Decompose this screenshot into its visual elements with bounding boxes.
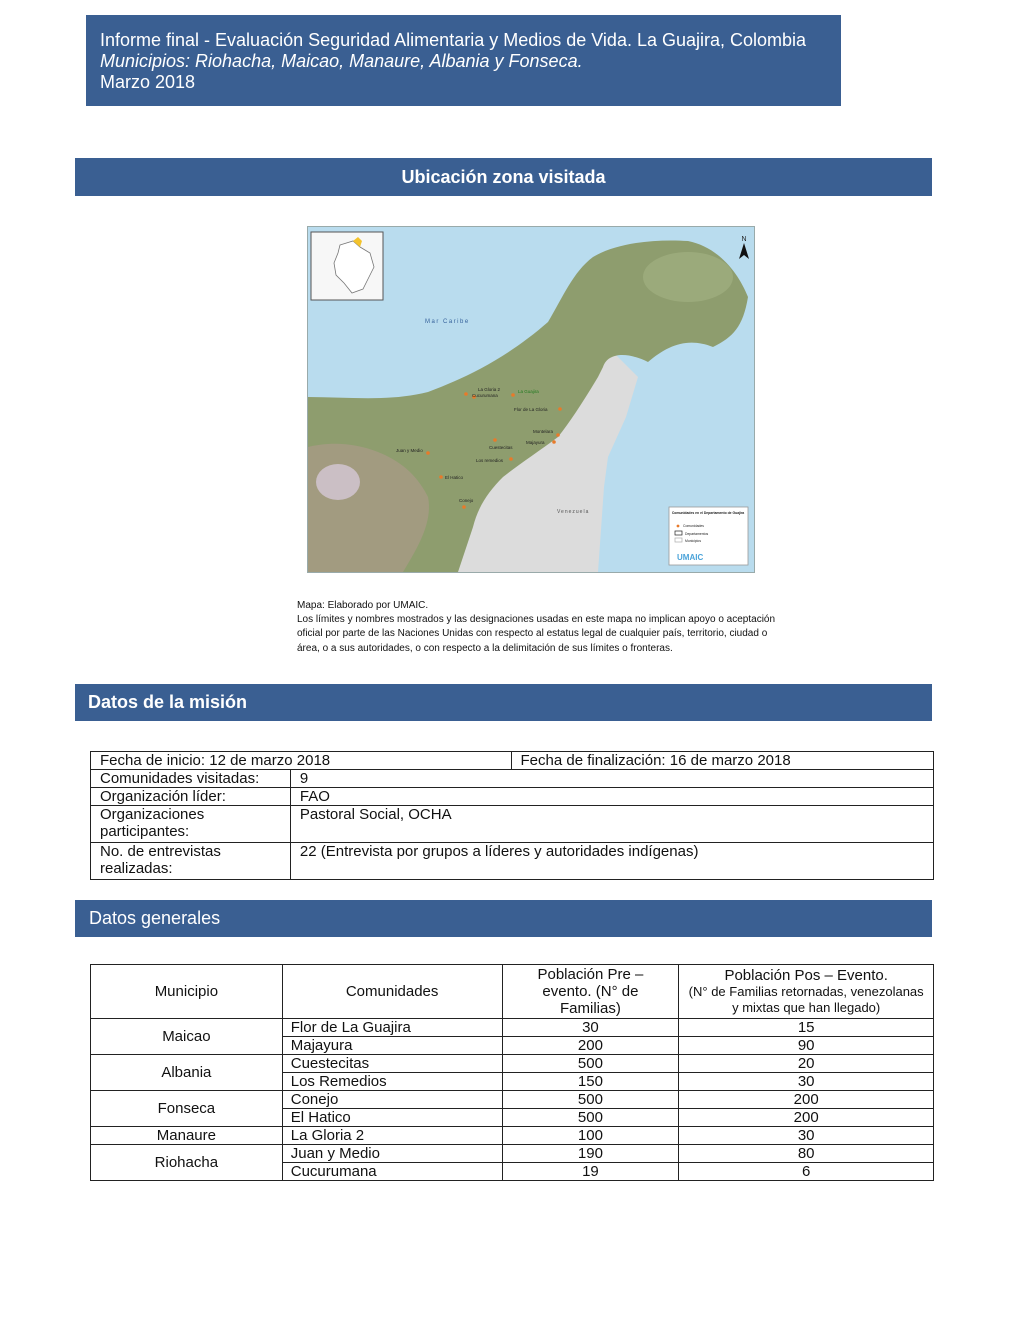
mission-row-value: 9 xyxy=(290,770,933,788)
marker-hatico xyxy=(439,475,443,479)
marker-label-guajira: La Guajira xyxy=(518,389,539,394)
comunidad-cell: Cucurumana xyxy=(282,1163,502,1181)
country-label: Venezuela xyxy=(557,509,590,515)
comunidad-cell: Flor de La Guajira xyxy=(282,1019,502,1037)
marker-flor xyxy=(558,407,562,411)
mission-row-label: Comunidades visitadas: xyxy=(91,770,291,788)
table-row xyxy=(91,1127,934,1145)
pos-cell: 20 xyxy=(679,1055,934,1073)
header-pre-event: Población Pre – evento. (N° de Familias) xyxy=(502,965,679,1019)
map-graphic xyxy=(308,227,754,572)
header-post-event-title: Población Pos – Evento. xyxy=(724,967,888,984)
mission-row-label: No. de entrevistas realizadas: xyxy=(91,843,291,880)
comunidad-cell: Conejo xyxy=(282,1091,502,1109)
marker-cuestecitas xyxy=(493,438,497,442)
location-section-title: Ubicación zona visitada xyxy=(75,158,932,196)
table-header-row xyxy=(91,965,934,1019)
report-date: Marzo 2018 xyxy=(100,72,196,92)
header-post-event xyxy=(679,965,934,1019)
pre-cell: 190 xyxy=(502,1145,679,1163)
marker-label-flor: Flor de La Gloria xyxy=(514,407,548,412)
mission-row-label: Organizaciones participantes: xyxy=(91,806,291,843)
umaic-logo: UMAIC xyxy=(677,553,704,562)
table-row xyxy=(91,1145,934,1163)
map-caption-source: Mapa: Elaborado por UMAIC. xyxy=(297,600,429,611)
general-section-title: Datos generales xyxy=(75,900,932,937)
marker-label-remedios: Los remedios xyxy=(476,458,504,463)
pos-cell: 200 xyxy=(679,1109,934,1127)
pre-cell: 500 xyxy=(502,1055,679,1073)
marker-conejo xyxy=(462,505,466,509)
legend-community-icon xyxy=(677,525,680,528)
pos-cell: 30 xyxy=(679,1127,934,1145)
comunidad-cell: La Gloria 2 xyxy=(282,1127,502,1145)
mission-row xyxy=(91,788,934,806)
legend-item-municipalities: Municipios xyxy=(685,539,702,543)
table-row xyxy=(91,1019,934,1037)
municipio-cell: Albania xyxy=(91,1055,283,1091)
table-row xyxy=(91,1091,934,1109)
marker-label-conejo: Conejo xyxy=(459,498,474,503)
pre-cell: 19 xyxy=(502,1163,679,1181)
mission-end-date: Fecha de finalización: 16 de marzo 2018 xyxy=(511,752,933,770)
comunidad-cell: Los Remedios xyxy=(282,1073,502,1091)
comunidad-cell: El Hatico xyxy=(282,1109,502,1127)
mission-row-value: FAO xyxy=(290,788,933,806)
comunidad-cell: Majayura xyxy=(282,1037,502,1055)
comunidad-cell: Juan y Medio xyxy=(282,1145,502,1163)
pos-cell: 15 xyxy=(679,1019,934,1037)
marker-guajira xyxy=(511,393,515,397)
marker-label-la-gloria: La Gloria 2 xyxy=(478,387,501,392)
legend-title: Comunidades en el Departamento de Guajira xyxy=(671,511,745,515)
map-legend xyxy=(669,507,748,565)
pre-cell: 200 xyxy=(502,1037,679,1055)
marker-montelara xyxy=(556,433,560,437)
municipio-cell: Manaure xyxy=(91,1127,283,1145)
map-caption xyxy=(297,599,777,656)
location-map xyxy=(307,226,755,573)
report-header xyxy=(86,15,841,106)
mission-row xyxy=(91,806,934,843)
marker-label-cucurumana: Cucurumana xyxy=(472,393,498,398)
report-title: Informe final - Evaluación Seguridad Alimentaria y Medios de Vida. La Guajira, Colombia xyxy=(100,30,807,50)
general-data-table xyxy=(90,964,934,1181)
north-label: N xyxy=(741,236,747,243)
legend-item-communities: Comunidades xyxy=(683,524,704,528)
municipio-cell: Maicao xyxy=(91,1019,283,1055)
pos-cell: 200 xyxy=(679,1091,934,1109)
report-municipalities: Municipios: Riohacha, Maicao, Manaure, Albania y Fonseca. xyxy=(100,51,583,71)
northern-hills xyxy=(643,252,733,302)
pos-cell: 6 xyxy=(679,1163,934,1181)
mission-dates-row xyxy=(91,752,934,770)
header-post-event-detail: (N° de Familias retornadas, venezolanas y mixtas que han llegado) xyxy=(688,984,924,1015)
mission-row-value: Pastoral Social, OCHA xyxy=(290,806,933,843)
mission-start-date: Fecha de inicio: 12 de marzo 2018 xyxy=(91,752,512,770)
marker-label-montelara: Montelara xyxy=(533,429,554,434)
municipio-cell: Fonseca xyxy=(91,1091,283,1127)
mission-section-title: Datos de la misión xyxy=(75,684,932,721)
marker-remedios xyxy=(509,457,513,461)
marker-la-gloria xyxy=(464,392,468,396)
pos-cell: 30 xyxy=(679,1073,934,1091)
table-row xyxy=(91,1055,934,1073)
mission-row-value: 22 (Entrevista por grupos a líderes y autoridades indígenas) xyxy=(290,843,933,880)
mission-row xyxy=(91,770,934,788)
snow-peaks xyxy=(316,464,360,500)
marker-label-hatico: El Hatico xyxy=(445,475,464,480)
pre-cell: 100 xyxy=(502,1127,679,1145)
header-comunidades: Comunidades xyxy=(282,965,502,1019)
header-municipio: Municipio xyxy=(91,965,283,1019)
pre-cell: 30 xyxy=(502,1019,679,1037)
mission-row xyxy=(91,843,934,880)
marker-juan xyxy=(426,451,430,455)
map-caption-disclaimer: Los límites y nombres mostrados y las designaciones usadas en este mapa no implican apoyo o aceptación oficial por parte de las Naciones Unidas con respecto al estatus legal de cualquier país, territorio, ciudad o área, o a sus autoridades, o con respecto a la delimitación de sus límites o fronteras. xyxy=(297,614,776,654)
marker-majayura xyxy=(552,440,556,444)
pre-cell: 150 xyxy=(502,1073,679,1091)
pos-cell: 80 xyxy=(679,1145,934,1163)
mission-row-label: Organización líder: xyxy=(91,788,291,806)
pre-cell: 500 xyxy=(502,1091,679,1109)
marker-label-majayura: Majayura xyxy=(526,440,545,445)
comunidad-cell: Cuestecitas xyxy=(282,1055,502,1073)
legend-item-departments: Departamentos xyxy=(685,532,709,536)
sea-label: Mar Caribe xyxy=(425,319,470,325)
marker-label-juan: Juan y Medio xyxy=(396,448,423,453)
municipio-cell: Riohacha xyxy=(91,1145,283,1181)
marker-label-cuestecitas: Cuestecitas xyxy=(489,445,513,450)
north-arrow-icon xyxy=(739,243,749,259)
pre-cell: 500 xyxy=(502,1109,679,1127)
pos-cell: 90 xyxy=(679,1037,934,1055)
mission-table xyxy=(90,751,934,880)
